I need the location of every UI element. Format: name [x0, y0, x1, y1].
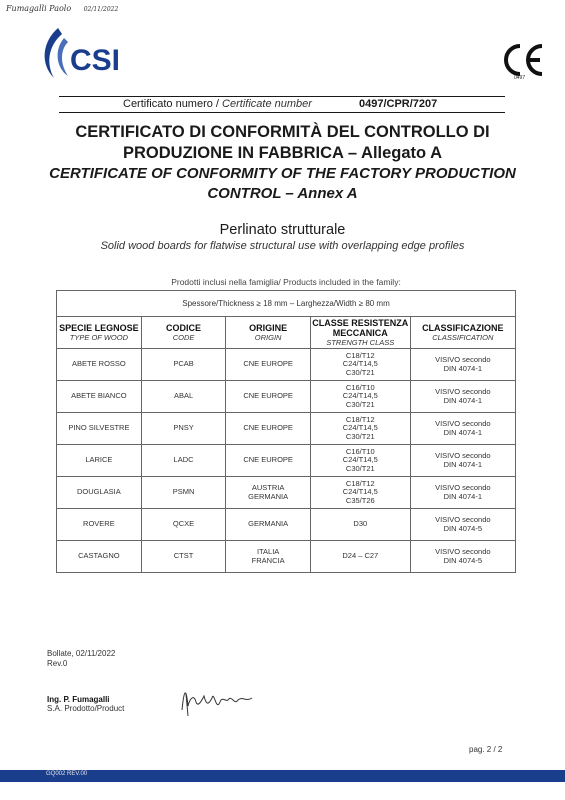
classification-cell: VISIVO secondo DIN 4074-5 [410, 509, 515, 541]
top-signature-name: Fumagalli Paolo [6, 4, 72, 13]
dimensions-row: Spessore/Thickness ≥ 18 mm – Larghezza/Width ≥ 80 mm [57, 291, 516, 317]
table-row [57, 541, 516, 573]
table-row [57, 477, 516, 509]
code-cell: LADC [141, 445, 226, 477]
strength-cell: C16/T10 C24/T14,5 C30/T21 [310, 381, 410, 413]
table-header: ORIGINE ORIGIN [226, 317, 311, 349]
origin-cell: CNE EUROPE [226, 381, 311, 413]
origin-cell: AUSTRIA GERMANIA [226, 477, 311, 509]
species-cell: ABETE ROSSO [57, 349, 142, 381]
signer-block [47, 695, 124, 713]
revision: Rev.0 [47, 659, 68, 668]
ce-number: 0497 [514, 75, 526, 81]
ce-mark-icon [500, 40, 548, 80]
species-cell: LARICE [57, 445, 142, 477]
origin-cell: CNE EUROPE [226, 349, 311, 381]
table-row [57, 381, 516, 413]
strength-cell: D30 [310, 509, 410, 541]
certificate-number: 0497/CPR/7207 [359, 98, 438, 110]
product-name: Perlinato strutturale [219, 222, 346, 238]
footer-bar [0, 770, 565, 782]
certificate-number-bar [59, 96, 505, 113]
handwritten-signature [176, 680, 256, 720]
classification-cell: VISIVO secondo DIN 4074-1 [410, 381, 515, 413]
document-title-it: CERTIFICATO DI CONFORMITÀ DEL CONTROLLO DI PRODUZIONE IN FABBRICA – Allegato A [75, 123, 490, 162]
strength-cell: C18/T12 C24/T14,5 C30/T21 [310, 349, 410, 381]
origin-cell: ITALIA FRANCIA [226, 541, 311, 573]
top-handwritten-signature [6, 4, 118, 13]
csi-logo [36, 24, 146, 84]
table-row [57, 509, 516, 541]
species-cell: DOUGLASIA [57, 477, 142, 509]
code-cell: PNSY [141, 413, 226, 445]
classification-cell: VISIVO secondo DIN 4074-1 [410, 445, 515, 477]
certificate-number-label: Certificato numero / Certificate number [123, 98, 312, 110]
table-header: CLASSE RESISTENZA MECCANICA STRENGTH CLASS [312, 317, 409, 347]
code-cell: CTST [141, 541, 226, 573]
species-cell: CASTAGNO [57, 541, 142, 573]
place-date: Bollate, 02/11/2022 [47, 649, 116, 658]
product-description: Solid wood boards for flatwise structural use with overlapping edge profiles [100, 240, 465, 252]
product-table [56, 290, 516, 573]
table-row [57, 349, 516, 381]
origin-cell: GERMANIA [226, 509, 311, 541]
code-cell: PSMN [141, 477, 226, 509]
classification-cell: VISIVO secondo DIN 4074-1 [410, 349, 515, 381]
logo-text: CSI [70, 44, 121, 77]
table-row [57, 445, 516, 477]
code-cell: ABAL [141, 381, 226, 413]
species-cell: ABETE BIANCO [57, 381, 142, 413]
strength-cell: C16/T10 C24/T14,5 C30/T21 [310, 445, 410, 477]
footer-code: GQ002 REV.00 [46, 771, 88, 777]
classification-cell: VISIVO secondo DIN 4074-1 [410, 413, 515, 445]
document-title-en: CERTIFICATE OF CONFORMITY OF THE FACTORY PRODUCTION CONTROL – Annex A [49, 165, 516, 202]
species-cell: PINO SILVESTRE [57, 413, 142, 445]
code-cell: QCXE [141, 509, 226, 541]
table-header: SPECIE LEGNOSE TYPE OF WOOD [57, 317, 142, 349]
top-signature-date: 02/11/2022 [83, 6, 119, 13]
signer-role: S.A. Prodotto/Product [47, 704, 125, 713]
table-header: CLASSIFICAZIONE CLASSIFICATION [410, 317, 515, 349]
code-cell: PCAB [141, 349, 226, 381]
place-date-block [47, 649, 115, 669]
family-note: Prodotti inclusi nella famiglia/ Products included in the family: [171, 277, 401, 287]
strength-cell: D24 – C27 [310, 541, 410, 573]
table-row [57, 413, 516, 445]
species-cell: ROVERE [57, 509, 142, 541]
classification-cell: VISIVO secondo DIN 4074-5 [410, 541, 515, 573]
strength-cell: C18/T12 C24/T14,5 C35/T26 [310, 477, 410, 509]
strength-cell: C18/T12 C24/T14,5 C30/T21 [310, 413, 410, 445]
table-header: CODICE CODE [141, 317, 226, 349]
origin-cell: CNE EUROPE [226, 413, 311, 445]
signer-name: Ing. P. Fumagalli [47, 695, 110, 704]
origin-cell: CNE EUROPE [226, 445, 311, 477]
classification-cell: VISIVO secondo DIN 4074-1 [410, 477, 515, 509]
page-number: pag. 2 / 2 [469, 745, 503, 754]
